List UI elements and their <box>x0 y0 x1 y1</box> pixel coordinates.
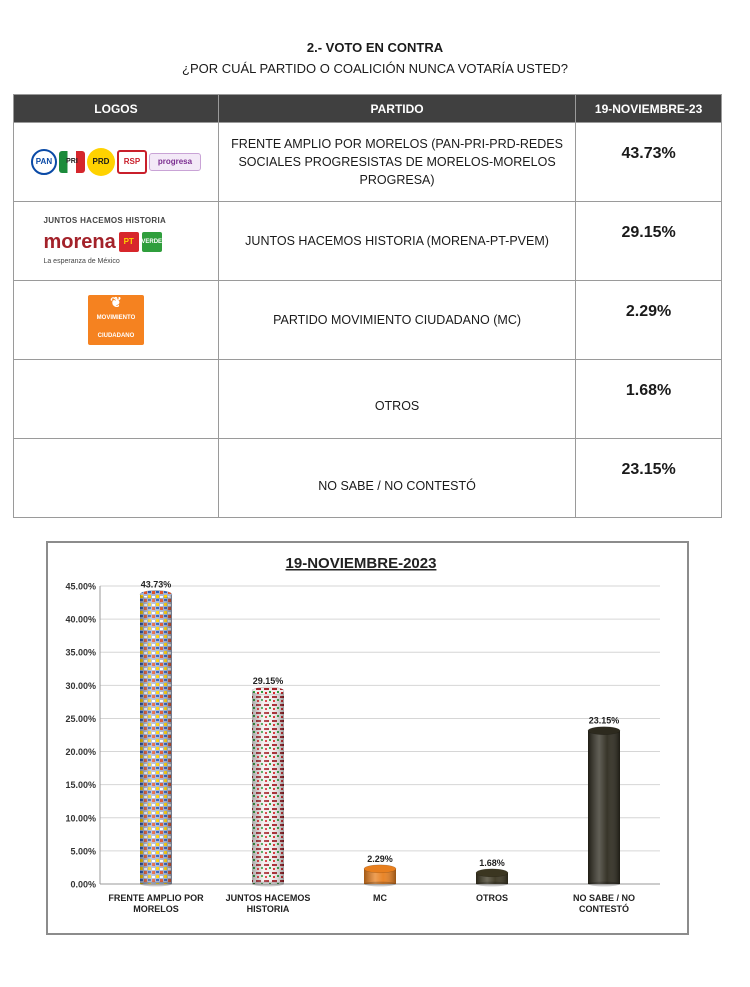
column-header-logos: LOGOS <box>14 95 219 123</box>
prd-logo-icon: PRD <box>87 148 115 176</box>
progresa-logo-icon: progresa <box>149 153 201 171</box>
chart-title: 19-NOVIEMBRE-2023 <box>285 555 437 572</box>
table-row <box>14 360 722 439</box>
x-category-label-line: OTROS <box>475 893 509 903</box>
party-line: PROGRESA) <box>359 173 435 187</box>
party-cell <box>218 360 575 439</box>
page-title: 2.- VOTO EN CONTRA <box>306 40 444 55</box>
results-table <box>13 94 722 518</box>
party-cell <box>218 202 575 281</box>
verde-logo-icon: VERDE <box>142 232 162 252</box>
juntos-logo-text: JUNTOS HACEMOS HISTORIA <box>43 215 167 225</box>
bar-cap <box>140 590 172 598</box>
party-cell <box>218 439 575 518</box>
bar-shade <box>588 731 620 884</box>
logo-cell <box>14 360 219 439</box>
mc-logo-icon: ❦ MOVIMIENTO CIUDADANO <box>88 295 144 345</box>
bar-base <box>140 882 172 887</box>
bar-base <box>252 882 284 887</box>
chart-frame <box>46 541 689 935</box>
y-tick-label: 25.00% <box>65 713 96 724</box>
bar-base <box>476 882 508 887</box>
y-tick-label: 0.00% <box>70 879 96 890</box>
x-category-label-line: CONTESTÓ <box>578 904 630 914</box>
logo-cell <box>14 439 219 518</box>
logo-cell <box>14 123 219 202</box>
bar-value-label: 1.68% <box>479 857 505 868</box>
x-category-label-line: NO SABE / NO <box>572 893 636 903</box>
percent-cell: 2.29% <box>576 281 722 360</box>
y-tick-label: 20.00% <box>65 747 96 758</box>
party-line: PARTIDO MOVIMIENTO CIUDADANO (MC) <box>273 313 522 327</box>
x-category-label <box>373 893 387 903</box>
bar-cap <box>476 869 508 877</box>
pan-logo-icon: PAN <box>31 149 57 175</box>
table-row <box>14 281 722 360</box>
table-row <box>14 439 722 518</box>
logo-cell <box>14 202 219 281</box>
column-header-date: 19-NOVIEMBRE-23 <box>576 95 722 123</box>
bar-base <box>364 882 396 887</box>
bar-base <box>588 882 620 887</box>
table-header-row <box>14 95 722 123</box>
percent-cell: 23.15% <box>576 439 722 518</box>
bar-value-label: 43.73% <box>140 579 172 590</box>
bar-value-label: 29.15% <box>252 675 284 686</box>
bar <box>476 869 508 887</box>
eagle-icon: ❦ <box>110 294 122 310</box>
bar-shade <box>140 594 172 884</box>
percent-cell: 43.73% <box>576 123 722 202</box>
bar <box>140 590 172 886</box>
frente-logos <box>20 148 212 176</box>
bar-cap <box>364 865 396 873</box>
pri-logo-icon: PRI <box>59 151 85 173</box>
x-category-label-line: HISTORIA <box>246 904 290 914</box>
bar-cap <box>588 727 620 735</box>
rsp-logo-icon: RSP <box>117 150 147 174</box>
party-cell <box>218 123 575 202</box>
bar-shade <box>252 691 284 884</box>
y-tick-label: 35.00% <box>65 647 96 658</box>
x-category-label <box>573 893 635 914</box>
bar <box>364 865 396 887</box>
table-row <box>14 123 722 202</box>
pt-logo-icon: PT <box>119 232 139 252</box>
table-row <box>14 202 722 281</box>
juntos-logos <box>43 212 188 271</box>
column-header-partido: PARTIDO <box>218 95 575 123</box>
x-category-label-line: MC <box>373 893 387 903</box>
x-category-label <box>476 893 508 903</box>
morena-tagline: La esperanza de México <box>43 257 120 265</box>
party-cell <box>218 281 575 360</box>
y-tick-label: 10.00% <box>65 813 96 824</box>
morena-logo-icon: morena <box>43 230 116 253</box>
percent-cell: 1.68% <box>576 360 722 439</box>
y-tick-label: 40.00% <box>65 614 96 625</box>
bar-value-label: 23.15% <box>588 715 620 726</box>
y-tick-label: 30.00% <box>65 680 96 691</box>
y-tick-label: 5.00% <box>70 846 96 857</box>
logo-cell <box>14 281 219 360</box>
party-line: FRENTE AMPLIO POR MORELOS (PAN-PRI-PRD-REDES <box>231 137 563 151</box>
y-tick-label: 45.00% <box>65 581 96 592</box>
bar-value-label: 2.29% <box>367 853 393 864</box>
party-line: SOCIALES PROGRESISTAS DE MORELOS-MORELOS <box>238 155 556 169</box>
x-category-label <box>226 893 311 914</box>
x-category-label-line: FRENTE AMPLIO POR <box>108 893 204 903</box>
bar <box>252 687 284 886</box>
party-line: NO SABE / NO CONTESTÓ <box>318 479 476 493</box>
x-category-label-line: JUNTOS HACEMOS <box>225 893 311 903</box>
x-category-label-line: MORELOS <box>133 904 179 914</box>
question-subtitle: ¿POR CUÁL PARTIDO O COALICIÓN NUNCA VOTARÍA USTED? <box>182 61 568 76</box>
y-tick-label: 15.00% <box>65 780 96 791</box>
party-line: OTROS <box>374 399 420 413</box>
bar <box>588 727 620 887</box>
party-line: JUNTOS HACEMOS HISTORIA (MORENA-PT-PVEM) <box>245 234 549 248</box>
percent-cell: 29.15% <box>576 202 722 281</box>
bar-chart <box>48 543 687 933</box>
bar-cap <box>252 687 284 695</box>
x-category-label <box>108 893 204 914</box>
